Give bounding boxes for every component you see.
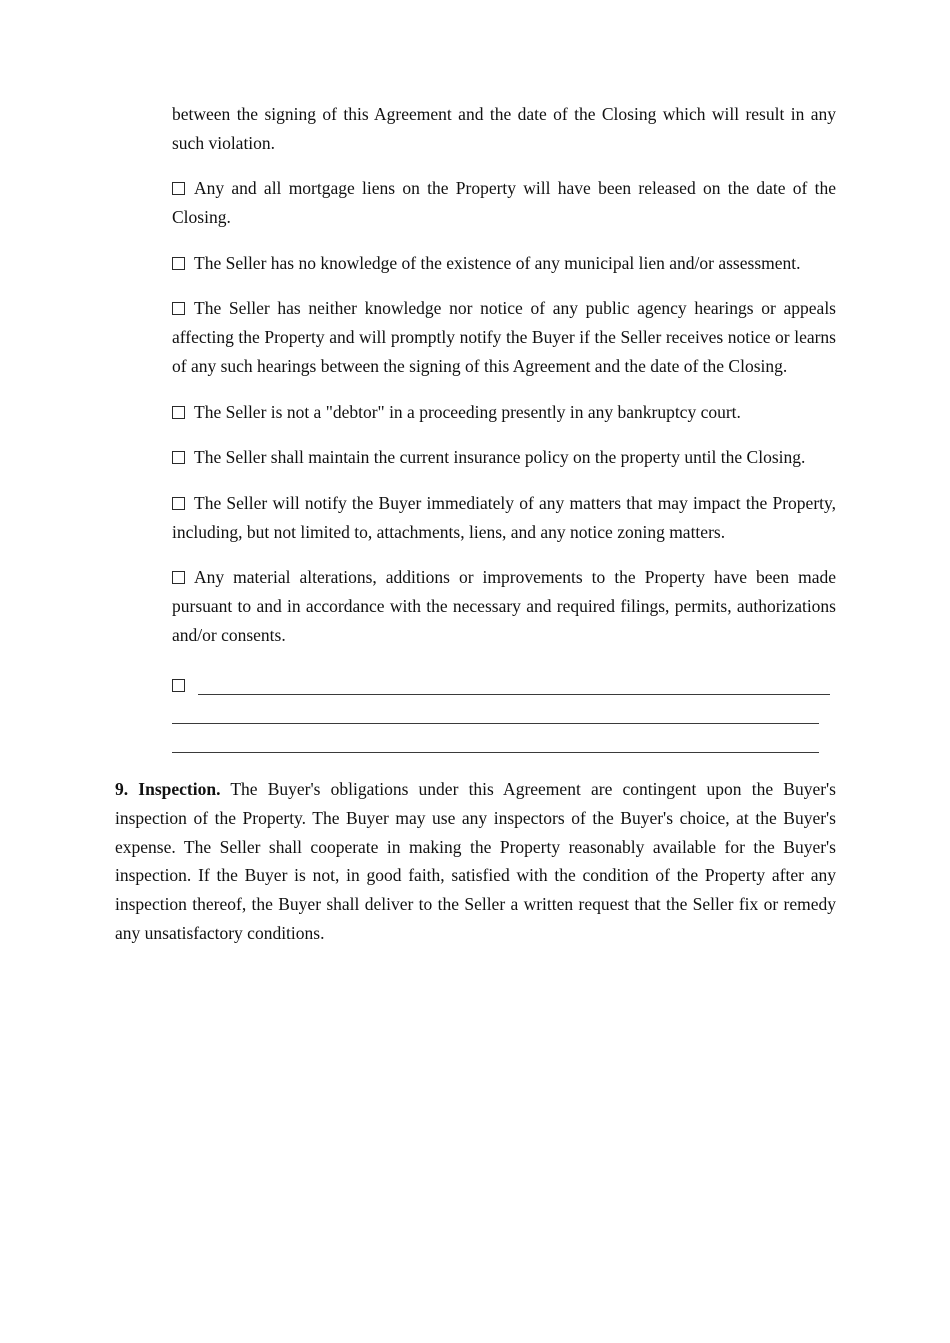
fill-in-line[interactable] bbox=[198, 668, 830, 695]
blank-row bbox=[172, 666, 836, 695]
checkbox-icon[interactable] bbox=[172, 497, 185, 510]
checkbox-icon[interactable] bbox=[172, 257, 185, 270]
fill-in-line[interactable] bbox=[172, 724, 819, 753]
checklist-item bbox=[172, 294, 836, 380]
checkbox-icon[interactable] bbox=[172, 182, 185, 195]
checklist-item-text: The Seller has neither knowledge nor notice of any public agency hearings or appeals affecting the Property and will promptly notify the Buyer if the Seller receives notice or learns of any such hearings between the signing of this Agreement and the date of the Closing. bbox=[172, 298, 836, 376]
checklist-item bbox=[172, 563, 836, 649]
checkbox-icon[interactable] bbox=[172, 679, 185, 692]
section-9-paragraph bbox=[115, 775, 836, 947]
section-9-body: The Buyer's obligations under this Agreement are contingent upon the Buyer's inspection of the Property. The Buyer may use any inspectors of the Buyer's choice, at the Buyer's expense. The Seller shall cooperate in making the Property reasonably available for the Buyer's inspection. If the Buyer is not, in good faith, satisfied with the condition of the Property after any inspection thereof, the Buyer shall deliver to the Seller a written request that the Seller fix or remedy any unsatisfactory conditions. bbox=[115, 779, 836, 943]
checklist-item bbox=[172, 249, 836, 278]
checklist-item bbox=[172, 398, 836, 427]
checklist-item-text: The Seller has no knowledge of the existence of any municipal lien and/or assessment. bbox=[194, 252, 801, 273]
checklist-item-text: Any material alterations, additions or improvements to the Property have been made pursuant to and in accordance with the necessary and required filings, permits, authorizations and/or consents. bbox=[172, 567, 836, 645]
checklist-item-text: The Seller shall maintain the current insurance policy on the property until the Closing. bbox=[194, 447, 806, 468]
checklist-item bbox=[172, 174, 836, 231]
checkbox-icon[interactable] bbox=[172, 451, 185, 464]
checklist-item bbox=[172, 489, 836, 546]
checkbox-icon[interactable] bbox=[172, 406, 185, 419]
section-9-heading: 9. Inspection. bbox=[115, 779, 221, 800]
checklist-item-text: The Seller is not a "debtor" in a proceeding presently in any bankruptcy court. bbox=[194, 401, 741, 422]
checkbox-icon[interactable] bbox=[172, 571, 185, 584]
checklist-item-blank bbox=[172, 666, 836, 753]
continuation-paragraph: between the signing of this Agreement and the date of the Closing which will result in any such violation. bbox=[172, 104, 836, 153]
checklist-item-text: The Seller will notify the Buyer immediately of any matters that may impact the Property, including, but not limited to, attachments, liens, and any notice zoning matters. bbox=[172, 492, 836, 542]
checklist-item-text: Any and all mortgage liens on the Property will have been released on the date of the Closing. bbox=[172, 178, 836, 228]
seller-representations-section bbox=[172, 100, 836, 753]
checkbox-icon[interactable] bbox=[172, 302, 185, 315]
fill-in-line[interactable] bbox=[172, 695, 819, 724]
checklist-item bbox=[172, 443, 836, 472]
